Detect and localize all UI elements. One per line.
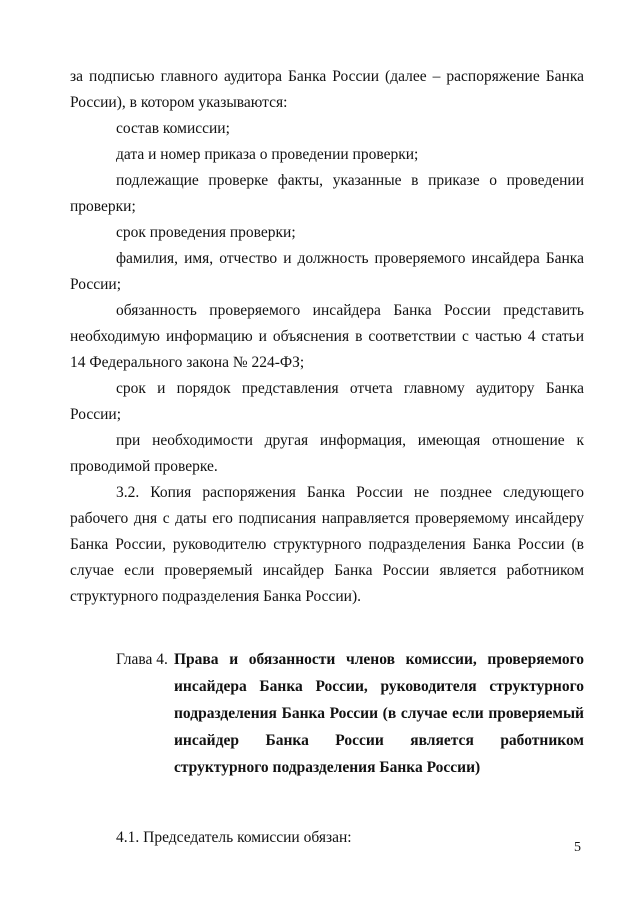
chapter-heading — [70, 646, 584, 781]
paragraph-4-1: 4.1. Председатель комиссии обязан: — [116, 829, 352, 846]
paragraph-intro: за подписью главного аудитора Банка России (далее – распоряжение Банка России), в котором указываются: — [70, 68, 584, 111]
chapter-label: Глава 4. — [116, 651, 168, 668]
page-number: 5 — [574, 840, 581, 855]
list-item-term: срок проведения проверки; — [116, 224, 296, 241]
document-page — [70, 64, 584, 851]
list-item-other-info: при необходимости другая информация, имеющая отношение к проводимой проверке. — [70, 432, 584, 475]
list-item-report-order: срок и порядок представления отчета главному аудитору Банка России; — [70, 380, 584, 423]
list-item-insider-duty: обязанность проверяемого инсайдера Банка России представить необходимую информацию и объяснения в соответствии с частью 4 статьи 14 Федерального закона № 224-ФЗ; — [70, 302, 584, 371]
paragraph-3-2: 3.2. Копия распоряжения Банка России не позднее следующего рабочего дня с даты его подписания направляется проверяемому инсайдеру Банка России, руководителю структурного подразделения Банка России (в случае если проверяемый инсайдер Банка России является работником структурного подразделения Банка России). — [70, 484, 584, 605]
list-item-order-date: дата и номер приказа о проведении проверки; — [116, 146, 419, 163]
chapter-title: Права и обязанности членов комиссии, проверяемого инсайдера Банка России, руководителя структурного подразделения Банка России (в случае если проверяемый инсайдер Банка России является работником структурного подразделения Банка России) — [174, 651, 584, 776]
list-item-commission: состав комиссии; — [116, 120, 230, 137]
list-item-facts: подлежащие проверке факты, указанные в приказе о проведении проверки; — [70, 172, 584, 215]
list-item-insider-name: фамилия, имя, отчество и должность проверяемого инсайдера Банка России; — [70, 250, 584, 293]
